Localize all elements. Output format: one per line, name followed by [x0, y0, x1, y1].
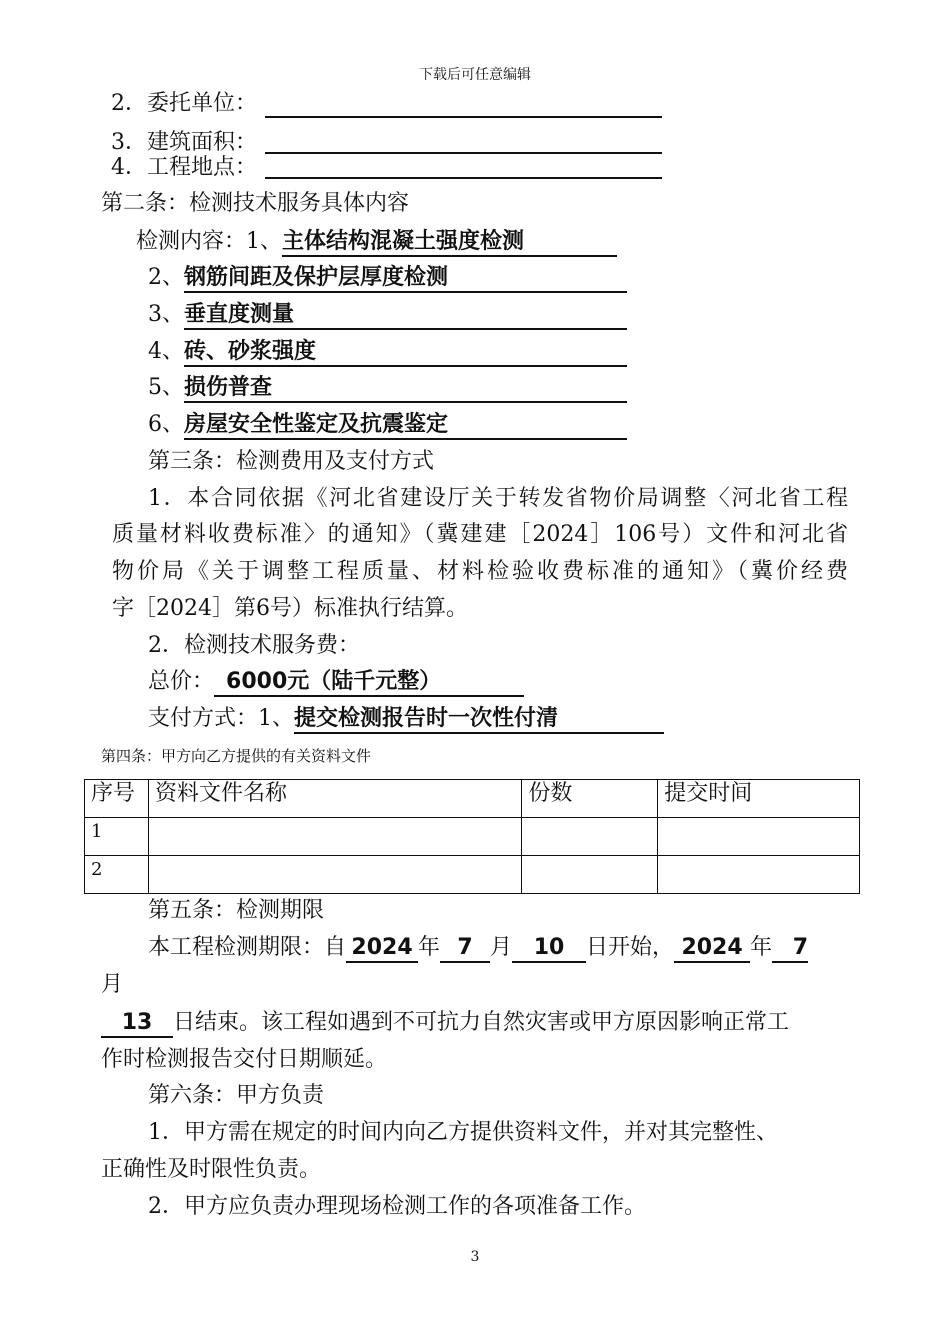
- end-month: 7: [772, 935, 808, 963]
- period-line3: [101, 1008, 789, 1038]
- table-row: [85, 856, 860, 894]
- files-table: [84, 779, 860, 894]
- col-header-name: 资料文件名称: [148, 780, 521, 818]
- article2-item-4: [148, 337, 627, 367]
- table-cell[interactable]: [522, 818, 658, 856]
- item-text: 钢筋间距及保护层厚度检测: [184, 265, 627, 293]
- field-client-blank[interactable]: [265, 116, 662, 118]
- article3-title: 第三条：检测费用及支付方式: [148, 449, 435, 474]
- total-price-row: [148, 667, 524, 697]
- table-cell[interactable]: [148, 818, 521, 856]
- item-text: 主体结构混凝土强度检测: [282, 229, 617, 257]
- period-line: [148, 933, 808, 963]
- day-end-suffix: 日结束。该工程如遇到不可抗力自然灾害或甲方原因影响正常工: [173, 1010, 790, 1035]
- article3-p1-line3: 物价局《关于调整工程质量、材料检验收费标准的通知》（冀价经费: [112, 559, 848, 584]
- end-day: 13: [101, 1010, 173, 1038]
- item-num: 5、: [148, 375, 184, 400]
- start-month: 7: [440, 935, 490, 963]
- header-note: 下载后可任意编辑: [419, 67, 531, 83]
- payment-value: 提交检测报告时一次性付清: [294, 706, 664, 734]
- month-unit: 月: [490, 935, 513, 960]
- item-num: 6、: [148, 412, 184, 437]
- item-num: 4、: [148, 339, 184, 364]
- field-location-blank[interactable]: [265, 177, 662, 179]
- table-cell: 2: [85, 856, 149, 894]
- col-header-index: 序号: [85, 780, 149, 818]
- item-num: 3、: [148, 302, 184, 327]
- year-unit: 年: [418, 935, 441, 960]
- article3-p1-line4: 字［2024］第6号）标准执行结算。: [112, 596, 468, 621]
- article2-item-3: [148, 300, 627, 330]
- article2-item-6: [148, 410, 627, 440]
- payment-row: [148, 704, 664, 734]
- payment-label: 支付方式：1、: [148, 706, 294, 731]
- end-year: 2024: [674, 935, 750, 963]
- period-line4: 作时检测报告交付日期顺延。: [101, 1047, 388, 1072]
- total-price-value: 6000元（陆千元整）: [214, 669, 524, 697]
- article2-item-2: [148, 263, 627, 293]
- period-line2: 月: [101, 972, 124, 997]
- article2-lead: 检测内容：: [136, 229, 247, 254]
- field-area-blank[interactable]: [265, 152, 662, 154]
- table-cell[interactable]: [658, 818, 860, 856]
- item-text: 损伤普查: [184, 375, 627, 403]
- table-row: [85, 818, 860, 856]
- field-location-label: 4．工程地点：: [111, 155, 257, 180]
- day-start: 日开始，: [586, 935, 675, 960]
- col-header-copies: 份数: [522, 780, 658, 818]
- article3-p2: 2．检测技术服务费：: [148, 633, 360, 658]
- article5-title: 第五条：检测期限: [148, 898, 325, 923]
- article3-p1-line1: 1．本合同依据《河北省建设厅关于转发省物价局调整〈河北省工程: [148, 486, 848, 511]
- table-cell[interactable]: [148, 856, 521, 894]
- article6-title: 第六条：甲方负责: [148, 1083, 325, 1108]
- table-cell: 1: [85, 818, 149, 856]
- article6-p1-line2: 正确性及时限性负责。: [101, 1157, 322, 1182]
- year-unit: 年: [750, 935, 773, 960]
- article6-p1-line1: 1．甲方需在规定的时间内向乙方提供资料文件，并对其完整性、: [148, 1120, 778, 1145]
- page-number: 3: [470, 1249, 480, 1265]
- article2-title: 第二条：检测技术服务具体内容: [101, 191, 410, 216]
- table-cell[interactable]: [658, 856, 860, 894]
- table-cell[interactable]: [522, 856, 658, 894]
- article2-item-5: [148, 373, 627, 403]
- article2-item-1: [136, 227, 617, 257]
- item-num: 1、: [246, 229, 283, 254]
- start-year: 2024: [346, 935, 418, 963]
- item-text: 房屋安全性鉴定及抗震鉴定: [184, 412, 627, 440]
- total-price-label: 总价：: [148, 669, 215, 694]
- col-header-time: 提交时间: [658, 780, 860, 818]
- item-num: 2、: [148, 265, 184, 290]
- field-area-label: 3．建筑面积：: [111, 130, 257, 155]
- item-text: 垂直度测量: [184, 302, 627, 330]
- article6-p2: 2．甲方应负责办理现场检测工作的各项准备工作。: [148, 1194, 646, 1219]
- period-prefix: 本工程检测期限：自: [148, 935, 347, 960]
- article4-title: 第四条：甲方向乙方提供的有关资料文件: [101, 747, 372, 765]
- item-text: 砖、砂浆强度: [184, 339, 627, 367]
- article3-p1-line2: 质量材料收费标准〉的通知》（冀建建［2024］106号）文件和河北省: [112, 522, 848, 547]
- field-client-label: 2．委托单位：: [111, 91, 257, 116]
- start-day: 10: [512, 935, 586, 963]
- table-header-row: [85, 780, 860, 818]
